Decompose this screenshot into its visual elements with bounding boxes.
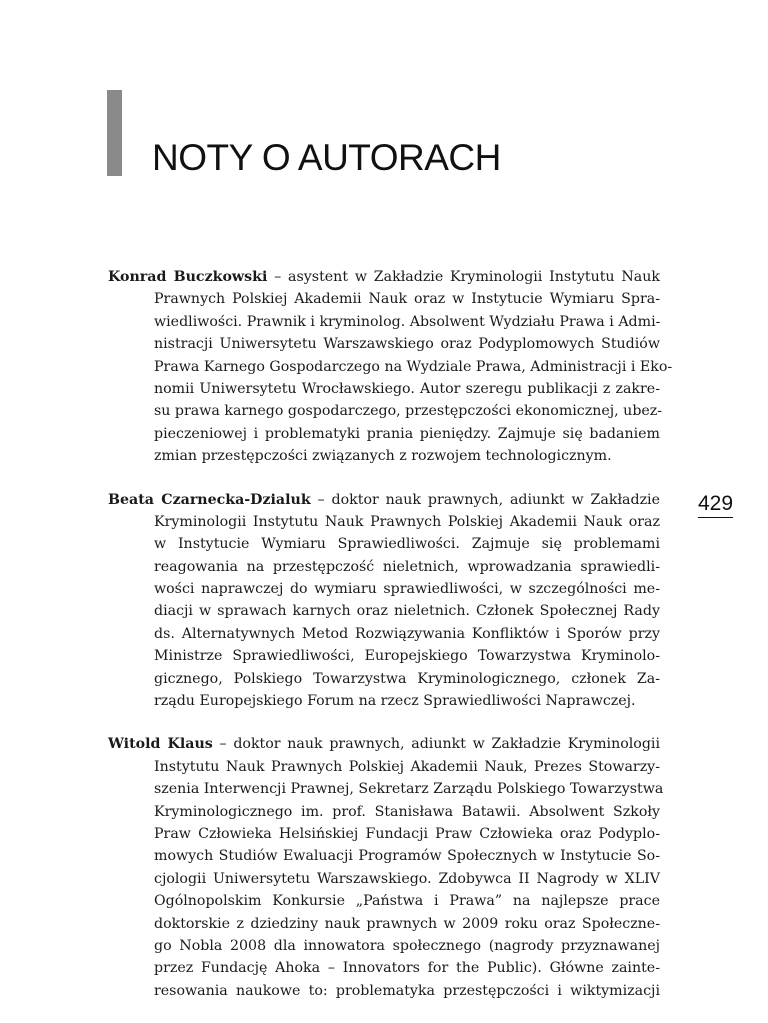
- author-entry: [108, 266, 673, 468]
- entry-line: rządu Europejskiego Forum na rzecz Sprawiedliwości Naprawczej.: [154, 693, 636, 710]
- author-name: Konrad Buczkowski: [108, 269, 268, 285]
- entry-line: Kryminologii Instytutu Nauk Prawnych Polskiej Akademii Nauk oraz: [154, 513, 660, 530]
- entry-line: Ogólnopolskim Konkursie „Państwa i Prawa” na najlepsze prace: [154, 893, 660, 910]
- entry-line: Prawa Karnego Gospodarczego na Wydziale Prawa, Administracji i Eko-: [154, 358, 673, 375]
- entry-line: Witold Klaus – doktor nauk prawnych, adiunkt w Zakładzie Kryminologii: [108, 736, 660, 753]
- entry-line: wości naprawczej do wymiaru sprawiedliwości, w szczególności me-: [154, 581, 660, 598]
- author-entry: [108, 489, 660, 713]
- entry-line: reagowania na przestępczość nieletnich, wprowadzania sprawiedli-: [154, 558, 660, 575]
- entry-line: ds. Alternatywnych Metod Rozwiązywania Konfliktów i Sporów przy: [154, 625, 660, 642]
- entry-line: Beata Czarnecka-Dzialuk – doktor nauk prawnych, adiunkt w Zakładzie: [108, 491, 660, 508]
- entry-line: cjologii Uniwersytetu Warszawskiego. Zdobywca II Nagrody w XLIV: [154, 870, 660, 887]
- entry-line: szenia Interwencji Prawnej, Sekretarz Zarządu Polskiego Towarzystwa: [154, 781, 664, 798]
- entry-line: resowania naukowe to: problematyka przestępczości i wiktymizacji: [154, 982, 660, 999]
- page-title: NOTY O AUTORACH: [152, 137, 501, 178]
- entry-line: Kryminologicznego im. prof. Stanisława Batawii. Absolwent Szkoły: [154, 803, 660, 820]
- entry-line: Konrad Buczkowski – asystent w Zakładzie Kryminologii Instytutu Nauk: [108, 269, 660, 285]
- author-entry: [108, 733, 664, 1002]
- entry-line: go Nobla 2008 dla innowatora społecznego (nagrody przyznawanej: [154, 937, 660, 954]
- entry-line: w Instytucie Wymiaru Sprawiedliwości. Zajmuje się problemami: [154, 536, 660, 553]
- entry-line: pieczeniowej i problematyki prania pieniędzy. Zajmuje się badaniem: [154, 425, 660, 442]
- entry-line: wiedliwości. Prawnik i kryminolog. Absolwent Wydziału Prawa i Admi-: [154, 313, 661, 330]
- entry-line: zmian przestępczości związanych z rozwojem technologicznym.: [154, 448, 612, 465]
- entry-line: przez Fundację Ahoka – Innovators for the Public). Główne zainte-: [154, 960, 660, 977]
- author-notes: [108, 266, 673, 1023]
- author-name: Beata Czarnecka-Dzialuk: [108, 491, 311, 508]
- entry-line: mowych Studiów Ewaluacji Programów Społecznych w Instytucie So-: [154, 848, 660, 865]
- entry-line: Praw Człowieka Helsińskiej Fundacji Praw Człowieka oraz Podyplo-: [154, 825, 660, 842]
- entry-line: Instytutu Nauk Prawnych Polskiej Akademii Nauk, Prezes Stowarzy-: [154, 758, 660, 775]
- chapter-marker-bar: [107, 90, 122, 176]
- entry-line: diacji w sprawach karnych oraz nieletnich. Członek Społecznej Rady: [154, 603, 660, 620]
- entry-line: nistracji Uniwersytetu Warszawskiego oraz Podyplomowych Studiów: [154, 336, 660, 353]
- page-number: 429: [698, 493, 733, 518]
- entry-line: Prawnych Polskiej Akademii Nauk oraz w Instytucie Wymiaru Spra-: [154, 291, 660, 308]
- entry-line: su prawa karnego gospodarczego, przestępczości ekonomicznej, ubez-: [154, 403, 663, 420]
- entry-line: doktorskie z dziedziny nauk prawnych w 2009 roku oraz Społeczne-: [154, 915, 660, 932]
- entry-line: nomii Uniwersytetu Wrocławskiego. Autor szeregu publikacji z zakre-: [154, 380, 660, 397]
- entry-line: gicznego, Polskiego Towarzystwa Kryminologicznego, członek Za-: [154, 670, 660, 687]
- entry-line: Ministrze Sprawiedliwości, Europejskiego Towarzystwa Kryminolo-: [154, 648, 660, 665]
- author-name: Witold Klaus: [108, 736, 213, 753]
